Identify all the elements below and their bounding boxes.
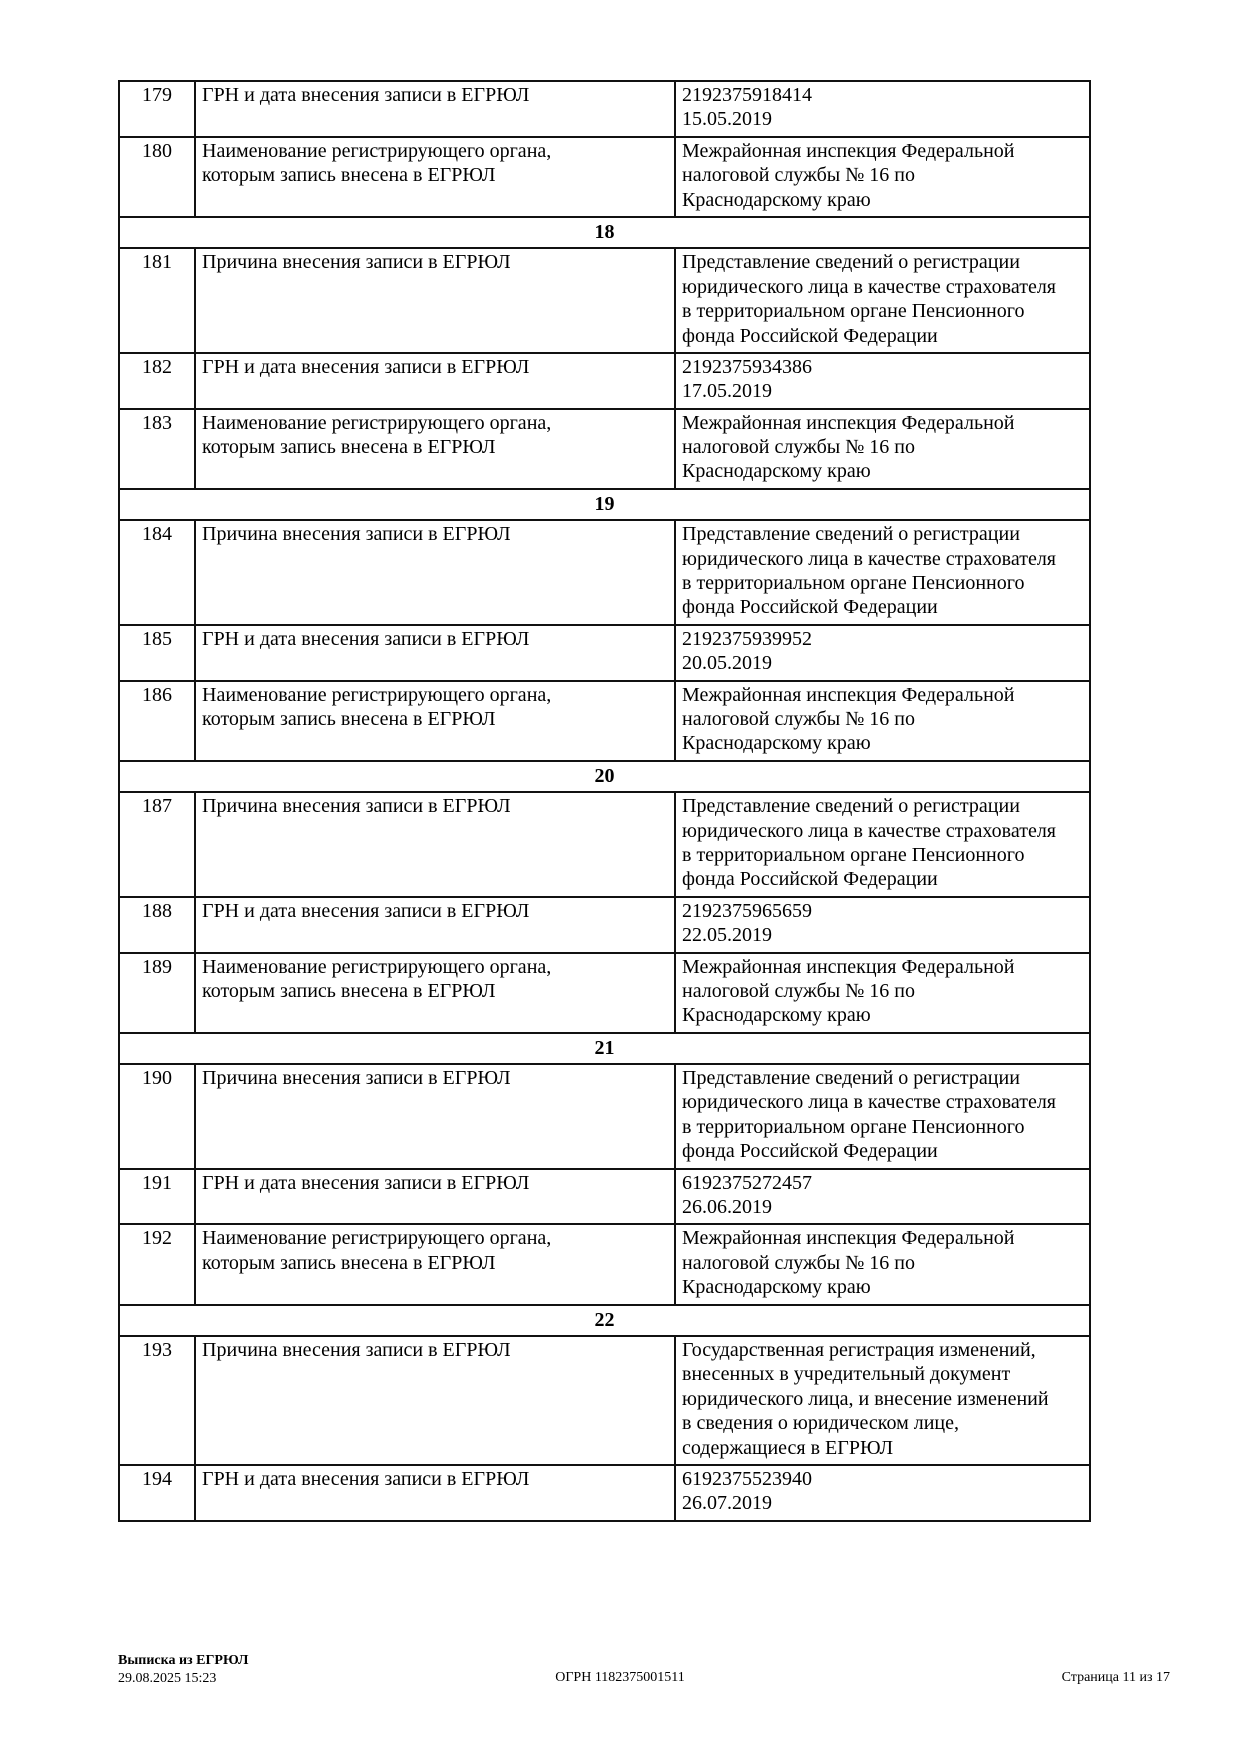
row-number: 179	[119, 81, 195, 137]
row-label: ГРН и дата внесения записи в ЕГРЮЛ	[195, 81, 675, 137]
table-row	[119, 625, 1090, 681]
row-value: Представление сведений о регистрации юридического лица в качестве страхователя в территориальном органе Пенсионного фонда Российской Федерации	[675, 1064, 1090, 1169]
row-number: 180	[119, 137, 195, 217]
row-label: Наименование регистрирующего органа, которым запись внесена в ЕГРЮЛ	[195, 409, 675, 489]
table-row	[119, 1224, 1090, 1304]
row-number: 193	[119, 1336, 195, 1465]
row-value: Государственная регистрация изменений, внесенных в учредительный документ юридического лица, и внесение изменений в сведения о юридическом лице, содержащиеся в ЕГРЮЛ	[675, 1336, 1090, 1465]
section-header-row	[119, 217, 1090, 248]
row-number: 186	[119, 681, 195, 761]
row-label: Причина внесения записи в ЕГРЮЛ	[195, 792, 675, 897]
row-number: 184	[119, 520, 195, 625]
row-value: Представление сведений о регистрации юридического лица в качестве страхователя в территориальном органе Пенсионного фонда Российской Федерации	[675, 792, 1090, 897]
row-value: 6192375272457 26.06.2019	[675, 1169, 1090, 1225]
row-label: Наименование регистрирующего органа, которым запись внесена в ЕГРЮЛ	[195, 137, 675, 217]
row-number: 188	[119, 897, 195, 953]
footer-page-number: Страница 11 из 17	[1061, 1670, 1170, 1685]
row-number: 187	[119, 792, 195, 897]
row-number: 194	[119, 1465, 195, 1521]
row-label: ГРН и дата внесения записи в ЕГРЮЛ	[195, 353, 675, 409]
footer-datetime: 29.08.2025 15:23	[118, 1670, 217, 1686]
table-row	[119, 1336, 1090, 1465]
row-label: ГРН и дата внесения записи в ЕГРЮЛ	[195, 1465, 675, 1521]
section-header-row	[119, 1305, 1090, 1336]
row-value: Представление сведений о регистрации юридического лица в качестве страхователя в территориальном органе Пенсионного фонда Российской Федерации	[675, 248, 1090, 353]
row-number: 189	[119, 953, 195, 1033]
row-number: 192	[119, 1224, 195, 1304]
table-row	[119, 897, 1090, 953]
table-row	[119, 1169, 1090, 1225]
row-number: 185	[119, 625, 195, 681]
row-label: Причина внесения записи в ЕГРЮЛ	[195, 1336, 675, 1465]
egrul-records-table	[118, 80, 1091, 1522]
row-value: Межрайонная инспекция Федеральной налоговой службы № 16 по Краснодарскому краю	[675, 681, 1090, 761]
section-header-row	[119, 489, 1090, 520]
row-label: ГРН и дата внесения записи в ЕГРЮЛ	[195, 1169, 675, 1225]
row-label: Наименование регистрирующего органа, которым запись внесена в ЕГРЮЛ	[195, 681, 675, 761]
table-row	[119, 248, 1090, 353]
row-label: ГРН и дата внесения записи в ЕГРЮЛ	[195, 897, 675, 953]
row-number: 182	[119, 353, 195, 409]
table-row	[119, 792, 1090, 897]
section-header-row	[119, 1033, 1090, 1064]
footer-ogrn: ОГРН 1182375001511	[555, 1670, 685, 1685]
row-value: 2192375965659 22.05.2019	[675, 897, 1090, 953]
section-number: 21	[119, 1033, 1090, 1064]
row-number: 181	[119, 248, 195, 353]
row-number: 190	[119, 1064, 195, 1169]
row-value: Межрайонная инспекция Федеральной налоговой службы № 16 по Краснодарскому краю	[675, 137, 1090, 217]
footer-document-title: Выписка из ЕГРЮЛ	[118, 1653, 249, 1668]
row-label: Наименование регистрирующего органа, которым запись внесена в ЕГРЮЛ	[195, 953, 675, 1033]
table-row	[119, 681, 1090, 761]
row-label: Причина внесения записи в ЕГРЮЛ	[195, 520, 675, 625]
table-row	[119, 137, 1090, 217]
row-value: Межрайонная инспекция Федеральной налоговой службы № 16 по Краснодарскому краю	[675, 1224, 1090, 1304]
row-value: 2192375918414 15.05.2019	[675, 81, 1090, 137]
table-row	[119, 520, 1090, 625]
section-number: 18	[119, 217, 1090, 248]
table-row	[119, 353, 1090, 409]
row-label: Наименование регистрирующего органа, которым запись внесена в ЕГРЮЛ	[195, 1224, 675, 1304]
row-value: Представление сведений о регистрации юридического лица в качестве страхователя в территориальном органе Пенсионного фонда Российской Федерации	[675, 520, 1090, 625]
row-value: Межрайонная инспекция Федеральной налоговой службы № 16 по Краснодарскому краю	[675, 409, 1090, 489]
row-value: Межрайонная инспекция Федеральной налоговой службы № 16 по Краснодарскому краю	[675, 953, 1090, 1033]
row-value: 6192375523940 26.07.2019	[675, 1465, 1090, 1521]
table-row	[119, 1465, 1090, 1521]
row-value: 2192375939952 20.05.2019	[675, 625, 1090, 681]
section-header-row	[119, 761, 1090, 792]
table-row	[119, 409, 1090, 489]
table-row	[119, 81, 1090, 137]
row-number: 191	[119, 1169, 195, 1225]
egrul-table-body	[119, 81, 1090, 1521]
section-number: 22	[119, 1305, 1090, 1336]
table-row	[119, 953, 1090, 1033]
row-label: Причина внесения записи в ЕГРЮЛ	[195, 248, 675, 353]
row-label: ГРН и дата внесения записи в ЕГРЮЛ	[195, 625, 675, 681]
section-number: 20	[119, 761, 1090, 792]
section-number: 19	[119, 489, 1090, 520]
row-label: Причина внесения записи в ЕГРЮЛ	[195, 1064, 675, 1169]
table-row	[119, 1064, 1090, 1169]
row-number: 183	[119, 409, 195, 489]
row-value: 2192375934386 17.05.2019	[675, 353, 1090, 409]
